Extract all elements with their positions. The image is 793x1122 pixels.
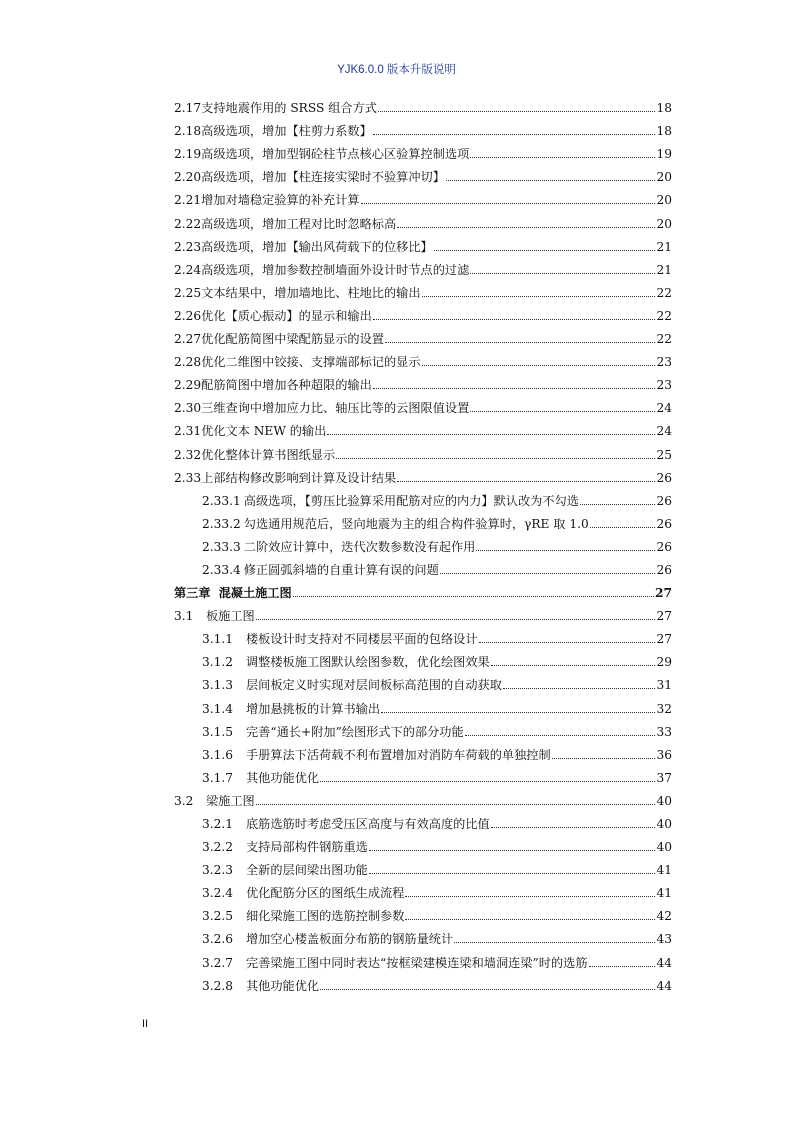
toc-entry-number: 3.1 bbox=[174, 609, 194, 624]
toc-entry-title: 梁施工图 bbox=[206, 793, 255, 808]
toc-entry-number: 2.27 bbox=[174, 332, 202, 347]
toc-entry[interactable] bbox=[174, 416, 672, 439]
toc-entry-number: 2.32 bbox=[174, 447, 202, 462]
toc-entry-number: 2.29 bbox=[174, 378, 202, 393]
toc-entry-page: 31 bbox=[656, 678, 672, 693]
toc-entry[interactable] bbox=[174, 624, 672, 647]
toc-entry-page: 24 bbox=[656, 424, 672, 439]
toc-entry-title: 修正圆弧斜墙的自重计算有误的问题 bbox=[243, 562, 439, 577]
toc-entry-page: 41 bbox=[656, 886, 672, 901]
toc-entry-title: 板施工图 bbox=[206, 609, 255, 624]
toc-entry-title: 其他功能优化 bbox=[246, 770, 320, 785]
toc-entry-number: 3.2.2 bbox=[202, 840, 234, 855]
toc-entry[interactable] bbox=[174, 509, 672, 532]
toc-entry-page: 22 bbox=[656, 308, 672, 323]
toc-entry-title: 支持局部构件钢筋重选 bbox=[246, 840, 368, 855]
toc-entry-page: 22 bbox=[656, 285, 672, 300]
toc-entry-number: 3.1.1 bbox=[202, 632, 234, 647]
toc-entry-number: 2.33.1 bbox=[202, 493, 241, 508]
toc-entry-number: 3.2.7 bbox=[202, 955, 234, 970]
toc-entry[interactable] bbox=[174, 463, 672, 486]
toc-entry[interactable] bbox=[174, 93, 672, 116]
toc-entry-number: 2.31 bbox=[174, 424, 202, 439]
toc-entry-number: 3.2.3 bbox=[202, 863, 234, 878]
toc-entry[interactable] bbox=[174, 832, 672, 855]
toc-entry-title: 细化梁施工图的选筋控制参数 bbox=[246, 909, 405, 924]
toc-leader-dots bbox=[361, 203, 656, 204]
toc-entry-title: 优化配筋分区的图纸生成流程 bbox=[246, 886, 405, 901]
toc-entry[interactable] bbox=[174, 924, 672, 947]
toc-entry[interactable] bbox=[174, 809, 672, 832]
toc-leader-dots bbox=[422, 365, 656, 366]
toc-entry-page: 21 bbox=[656, 239, 672, 254]
toc-entry-title: 优化配筋简图中梁配筋显示的设置 bbox=[201, 332, 384, 347]
toc-leader-dots bbox=[293, 596, 654, 597]
toc-entry[interactable] bbox=[174, 786, 672, 809]
toc-leader-dots bbox=[381, 712, 655, 713]
toc-leader-dots bbox=[470, 411, 655, 412]
toc-entry-page: 23 bbox=[656, 378, 672, 393]
toc-leader-dots bbox=[491, 827, 656, 828]
toc-entry-page: 18 bbox=[656, 101, 672, 116]
toc-leader-dots bbox=[369, 850, 656, 851]
toc-leader-dots bbox=[589, 966, 656, 967]
page-header: YJK6.0.0 版本升版说明 bbox=[337, 64, 456, 76]
toc-entry-page: 21 bbox=[656, 262, 672, 277]
toc-entry-page: 43 bbox=[656, 932, 672, 947]
toc-leader-dots bbox=[320, 781, 655, 782]
toc-leader-dots bbox=[552, 758, 656, 759]
toc-entry-title: 高级选项，增加工程对比时忽略标高 bbox=[201, 216, 397, 231]
toc-entry[interactable] bbox=[174, 693, 672, 716]
toc-leader-dots bbox=[479, 642, 656, 643]
toc-entry-number: 3.2.5 bbox=[202, 909, 234, 924]
toc-entry-title: 层间板定义时实现对层间板标高范围的自动获取 bbox=[246, 678, 502, 693]
toc-leader-dots bbox=[373, 134, 656, 135]
toc-entry-title: 楼板设计时支持对不同楼层平面的包络设计 bbox=[246, 632, 478, 647]
toc-entry-title: 高级选项，增加【输出风荷载下的位移比】 bbox=[201, 239, 433, 254]
table-of-contents bbox=[174, 93, 672, 994]
toc-entry[interactable] bbox=[174, 486, 672, 509]
toc-entry-title: 高级选项，增加【柱剪力系数】 bbox=[201, 124, 372, 139]
toc-entry[interactable] bbox=[174, 185, 672, 208]
toc-entry-number: 3.1.3 bbox=[202, 678, 234, 693]
toc-entry[interactable] bbox=[174, 370, 672, 393]
toc-entry-number: 3.1.4 bbox=[202, 701, 234, 716]
toc-leader-dots bbox=[405, 896, 655, 897]
toc-entry-number: 2.33.3 bbox=[202, 539, 241, 554]
toc-entry[interactable] bbox=[174, 301, 672, 324]
toc-entry[interactable] bbox=[174, 139, 672, 162]
toc-entry-page: 26 bbox=[656, 470, 672, 485]
toc-leader-dots bbox=[446, 180, 656, 181]
toc-entry[interactable] bbox=[174, 947, 672, 970]
toc-entry-number: 2.21 bbox=[174, 193, 202, 208]
toc-entry-page: 26 bbox=[656, 516, 672, 531]
toc-entry-title: 混凝土施工图 bbox=[218, 586, 292, 601]
toc-leader-dots bbox=[590, 527, 656, 528]
toc-entry-number: 2.28 bbox=[174, 355, 202, 370]
toc-entry-number: 2.22 bbox=[174, 216, 202, 231]
toc-leader-dots bbox=[503, 688, 656, 689]
toc-entry-page: 44 bbox=[656, 955, 672, 970]
toc-entry[interactable] bbox=[174, 532, 672, 555]
toc-entry[interactable] bbox=[174, 393, 672, 416]
toc-entry[interactable] bbox=[174, 324, 672, 347]
toc-entry-page: 22 bbox=[656, 332, 672, 347]
toc-entry-number: 2.17 bbox=[174, 101, 202, 116]
toc-entry-page: 26 bbox=[656, 562, 672, 577]
toc-entry[interactable] bbox=[174, 878, 672, 901]
toc-entry[interactable] bbox=[174, 901, 672, 924]
toc-entry[interactable] bbox=[174, 855, 672, 878]
toc-entry-title: 完善梁施工图中同时表达“按框梁建模连梁和墙洞连梁”时的选筋 bbox=[246, 955, 588, 970]
toc-entry-page: 20 bbox=[656, 193, 672, 208]
toc-entry-page: 18 bbox=[656, 124, 672, 139]
toc-entry-number: 2.24 bbox=[174, 262, 202, 277]
toc-leader-dots bbox=[434, 250, 656, 251]
toc-entry-title: 文本结果中，增加墙地比、柱地比的输出 bbox=[201, 285, 421, 300]
toc-leader-dots bbox=[470, 157, 655, 158]
toc-entry-title: 增加对墙稳定验算的补充计算 bbox=[201, 193, 360, 208]
toc-leader-dots bbox=[327, 434, 655, 435]
toc-entry[interactable] bbox=[174, 555, 672, 578]
toc-entry-page: 36 bbox=[656, 747, 672, 762]
toc-entry[interactable] bbox=[174, 971, 672, 994]
toc-entry[interactable] bbox=[174, 601, 672, 624]
toc-entry-page: 20 bbox=[656, 170, 672, 185]
toc-entry-page: 25 bbox=[656, 447, 672, 462]
toc-entry-page: 26 bbox=[656, 493, 672, 508]
toc-entry-page: 40 bbox=[656, 817, 672, 831]
toc-entry-title: 优化整体计算书图纸显示 bbox=[201, 447, 336, 462]
toc-entry-title: 二阶效应计算中，迭代次数参数没有起作用 bbox=[243, 539, 476, 554]
toc-entry[interactable] bbox=[174, 116, 672, 139]
toc-entry-number: 2.18 bbox=[174, 124, 202, 139]
toc-leader-dots bbox=[454, 942, 655, 943]
toc-entry-page: 24 bbox=[656, 401, 672, 416]
toc-entry-title: 其他功能优化 bbox=[246, 978, 320, 993]
toc-entry[interactable] bbox=[174, 717, 672, 740]
toc-entry-page: 44 bbox=[656, 978, 672, 993]
toc-entry[interactable] bbox=[174, 670, 672, 693]
toc-entry-number: 2.33.4 bbox=[202, 562, 241, 577]
toc-leader-dots bbox=[336, 458, 655, 459]
toc-entry-title: 高级选项，增加型钢砼柱节点核心区验算控制选项 bbox=[201, 147, 470, 162]
toc-entry[interactable] bbox=[174, 740, 672, 763]
toc-entry-page: 19 bbox=[656, 147, 672, 162]
toc-leader-dots bbox=[491, 665, 656, 666]
toc-entry-number: 2.20 bbox=[174, 170, 202, 185]
toc-leader-dots bbox=[373, 319, 656, 320]
toc-leader-dots bbox=[405, 919, 655, 920]
toc-entry-number: 2.19 bbox=[174, 147, 202, 162]
toc-entry-number: 3.1.5 bbox=[202, 724, 234, 739]
toc-entry[interactable] bbox=[174, 208, 672, 231]
toc-entry-number: 2.33.2 bbox=[202, 516, 241, 531]
toc-leader-dots bbox=[440, 573, 656, 574]
toc-entry-title: 配筋简图中增加各种超限的输出 bbox=[201, 378, 372, 393]
toc-entry-page: 33 bbox=[656, 724, 672, 739]
toc-entry[interactable] bbox=[174, 439, 672, 462]
toc-entry-number: 3.2.8 bbox=[202, 978, 234, 993]
toc-leader-dots bbox=[422, 296, 656, 297]
toc-entry-number: 2.26 bbox=[174, 308, 202, 323]
toc-entry-title: 增加悬挑板的计算书输出 bbox=[246, 701, 381, 716]
toc-entry-title: 高级选项，增加参数控制墙面外设计时节点的过滤 bbox=[201, 262, 470, 277]
toc-entry-page: 40 bbox=[656, 793, 672, 808]
toc-entry-number: 3.2.6 bbox=[202, 932, 234, 947]
toc-leader-dots bbox=[385, 342, 656, 343]
toc-entry-page: 27 bbox=[656, 632, 672, 647]
toc-entry-page: 37 bbox=[656, 770, 672, 785]
toc-entry-number: 2.30 bbox=[174, 401, 202, 416]
toc-entry-number: 2.25 bbox=[174, 285, 202, 300]
toc-entry-title: 勾选通用规范后，竖向地震为主的组合构件验算时，γRE 取 1.0 bbox=[243, 516, 589, 531]
toc-entry[interactable] bbox=[174, 347, 672, 370]
toc-entry-title: 调整楼板施工图默认绘图参数，优化绘图效果 bbox=[246, 655, 490, 670]
toc-entry-page: 20 bbox=[656, 216, 672, 231]
toc-leader-dots bbox=[256, 804, 656, 805]
toc-entry[interactable] bbox=[174, 278, 672, 301]
toc-entry-page: 27 bbox=[655, 586, 672, 601]
toc-entry-page: 40 bbox=[656, 840, 672, 855]
toc-entry-title: 优化二维图中铰接、支撑端部标记的显示 bbox=[201, 355, 421, 370]
toc-entry-title: 优化【质心振动】的显示和输出 bbox=[201, 308, 372, 323]
toc-entry-number: 3.1.7 bbox=[202, 770, 234, 785]
toc-entry-title: 增加空心楼盖板面分布筋的钢筋量统计 bbox=[246, 932, 454, 947]
toc-leader-dots bbox=[378, 111, 656, 112]
toc-entry-title: 完善“通长+附加”绘图形式下的部分功能 bbox=[246, 724, 464, 739]
toc-entry[interactable] bbox=[174, 578, 672, 601]
toc-entry-page: 41 bbox=[656, 863, 672, 878]
toc-leader-dots bbox=[580, 504, 656, 505]
toc-entry-title: 全新的层间梁出图功能 bbox=[246, 863, 368, 878]
toc-leader-dots bbox=[369, 873, 656, 874]
toc-entry-page: 26 bbox=[656, 539, 672, 554]
toc-entry-title: 支持地震作用的 SRSS 组合方式 bbox=[201, 101, 377, 116]
toc-leader-dots bbox=[373, 388, 656, 389]
toc-leader-dots bbox=[465, 735, 656, 736]
toc-entry-page: 29 bbox=[656, 655, 672, 670]
toc-entry-number: 第三章 bbox=[174, 586, 211, 601]
toc-entry-title: 高级选项，【剪压比验算采用配筋对应的内力】默认改为不勾选 bbox=[243, 493, 579, 508]
toc-entry-title: 优化文本 NEW 的输出 bbox=[201, 424, 327, 439]
toc-entry[interactable] bbox=[174, 647, 672, 670]
toc-entry-number: 3.2.1 bbox=[202, 817, 234, 831]
toc-entry-number: 3.1.6 bbox=[202, 747, 234, 762]
toc-entry-number: 3.2.4 bbox=[202, 886, 234, 901]
toc-entry-title: 高级选项，增加【柱连接实梁时不验算冲切】 bbox=[201, 170, 445, 185]
toc-leader-dots bbox=[320, 989, 655, 990]
toc-leader-dots bbox=[397, 227, 655, 228]
toc-entry-page: 42 bbox=[656, 909, 672, 924]
toc-entry-title: 三维查询中增加应力比、轴压比等的云图限值设置 bbox=[201, 401, 470, 416]
toc-entry-title: 手册算法下活荷载不利布置增加对消防车荷载的单独控制 bbox=[246, 747, 551, 762]
toc-entry-number: 3.1.2 bbox=[202, 655, 234, 670]
toc-leader-dots bbox=[476, 550, 655, 551]
toc-entry-number: 2.33 bbox=[174, 470, 202, 485]
toc-leader-dots bbox=[256, 619, 656, 620]
toc-entry[interactable] bbox=[174, 255, 672, 278]
toc-entry[interactable] bbox=[174, 232, 672, 255]
toc-entry-number: 2.23 bbox=[174, 239, 202, 254]
toc-entry[interactable] bbox=[174, 162, 672, 185]
toc-entry-page: 27 bbox=[656, 609, 672, 624]
toc-entry-page: 23 bbox=[656, 355, 672, 370]
page-number: II bbox=[142, 1018, 149, 1030]
toc-entry-number: 3.2 bbox=[174, 793, 194, 808]
toc-leader-dots bbox=[397, 481, 655, 482]
toc-entry-title: 上部结构修改影响到计算及设计结果 bbox=[201, 470, 397, 485]
toc-entry-page: 32 bbox=[656, 701, 672, 716]
toc-entry-title: 底筋选筋时考虑受压区高度与有效高度的比值 bbox=[246, 817, 490, 831]
toc-entry[interactable] bbox=[174, 763, 672, 786]
toc-leader-dots bbox=[470, 273, 655, 274]
